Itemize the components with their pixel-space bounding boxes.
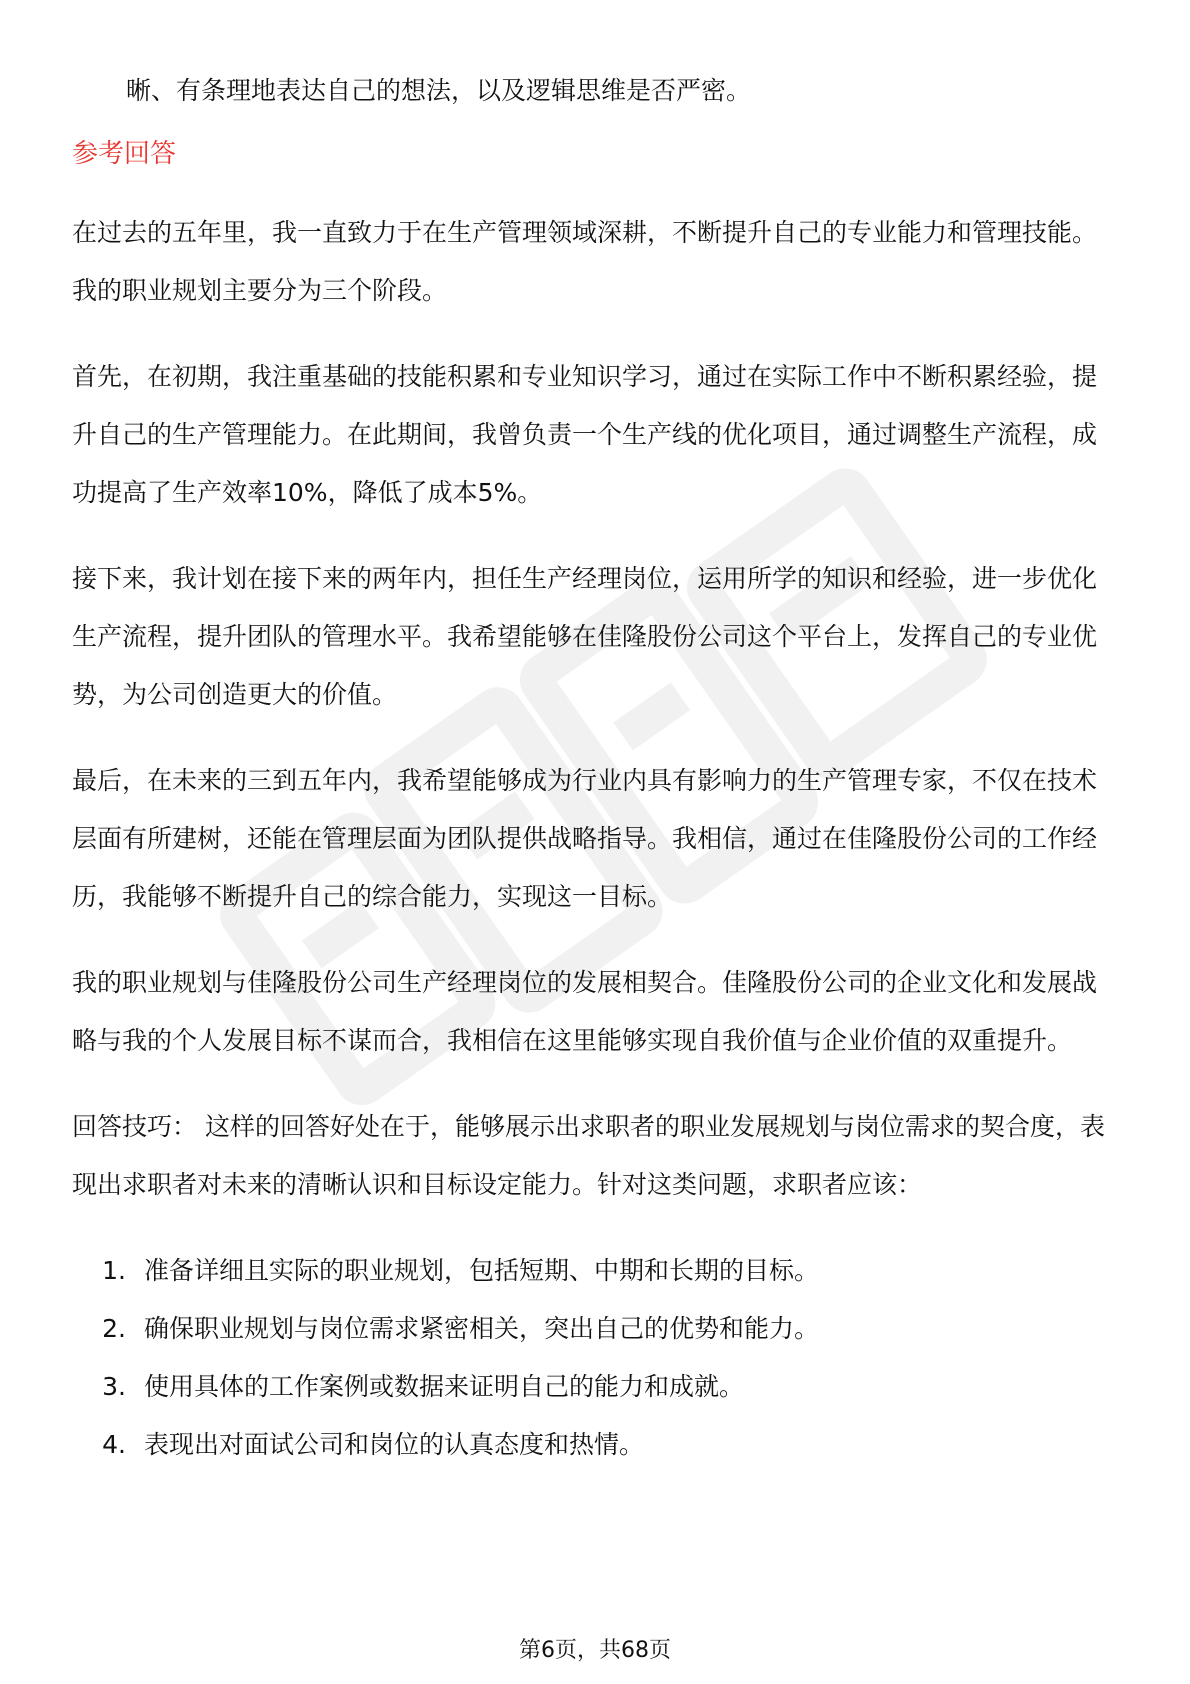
list-number: 1. xyxy=(102,1256,126,1285)
page-footer: 第6页，共68页 xyxy=(519,1638,671,1663)
answer-paragraph-4: 最后，在未来的三到五年内，我希望能够成为行业内具有影响力的生产管理专家，不仅在技术层面有所建树，还能在管理层面为团队提供战略指导。我相信，通过在佳隆股份公司的工作经历，我能够不断提升自己的综合能力，实现这一目标。 xyxy=(72,766,1098,911)
tips-list xyxy=(72,1242,1118,1474)
list-item xyxy=(72,1358,1118,1416)
tips-paragraph: 回答技巧： 这样的回答好处在于，能够展示出求职者的职业发展规划与岗位需求的契合度，表现出求职者对未来的清晰认识和目标设定能力。针对这类问题，求职者应该： xyxy=(72,1112,1105,1199)
answer-paragraph-5: 我的职业规划与佳隆股份公司生产经理岗位的发展相契合。佳隆股份公司的企业文化和发展战略与我的个人发展目标不谋而合，我相信在这里能够实现自我价值与企业价值的双重提升。 xyxy=(72,968,1098,1055)
answer-paragraph-2: 首先，在初期，我注重基础的技能积累和专业知识学习，通过在实际工作中不断积累经验，提升自己的生产管理能力。在此期间，我曾负责一个生产线的优化项目，通过调整生产流程，成功提高了生产效率10%，降低了成本5%。 xyxy=(72,362,1098,507)
list-text: 表现出对面试公司和岗位的认真态度和热情。 xyxy=(144,1430,645,1459)
answer-paragraph-1: 在过去的五年里，我一直致力于在生产管理领域深耕，不断提升自己的专业能力和管理技能。我的职业规划主要分为三个阶段。 xyxy=(72,218,1098,305)
list-number: 3. xyxy=(102,1372,126,1401)
list-text: 使用具体的工作案例或数据来证明自己的能力和成就。 xyxy=(144,1372,745,1401)
answer-paragraph-3: 接下来，我计划在接下来的两年内，担任生产经理岗位，运用所学的知识和经验，进一步优化生产流程，提升团队的管理水平。我希望能够在佳隆股份公司这个平台上，发挥自己的专业优势，为公司创造更大的价值。 xyxy=(72,564,1098,709)
list-text: 确保职业规划与岗位需求紧密相关，突出自己的优势和能力。 xyxy=(144,1314,820,1343)
continued-text: 晰、有条理地表达自己的想法，以及逻辑思维是否严密。 xyxy=(126,76,752,105)
list-item xyxy=(72,1242,1118,1300)
list-item xyxy=(72,1416,1118,1474)
list-number: 4. xyxy=(102,1430,126,1459)
list-number: 2. xyxy=(102,1314,126,1343)
list-item xyxy=(72,1300,1118,1358)
list-text: 准备详细且实际的职业规划，包括短期、中期和长期的目标。 xyxy=(144,1256,820,1285)
section-heading: 参考回答 xyxy=(72,139,177,169)
document-body xyxy=(72,62,1118,1474)
